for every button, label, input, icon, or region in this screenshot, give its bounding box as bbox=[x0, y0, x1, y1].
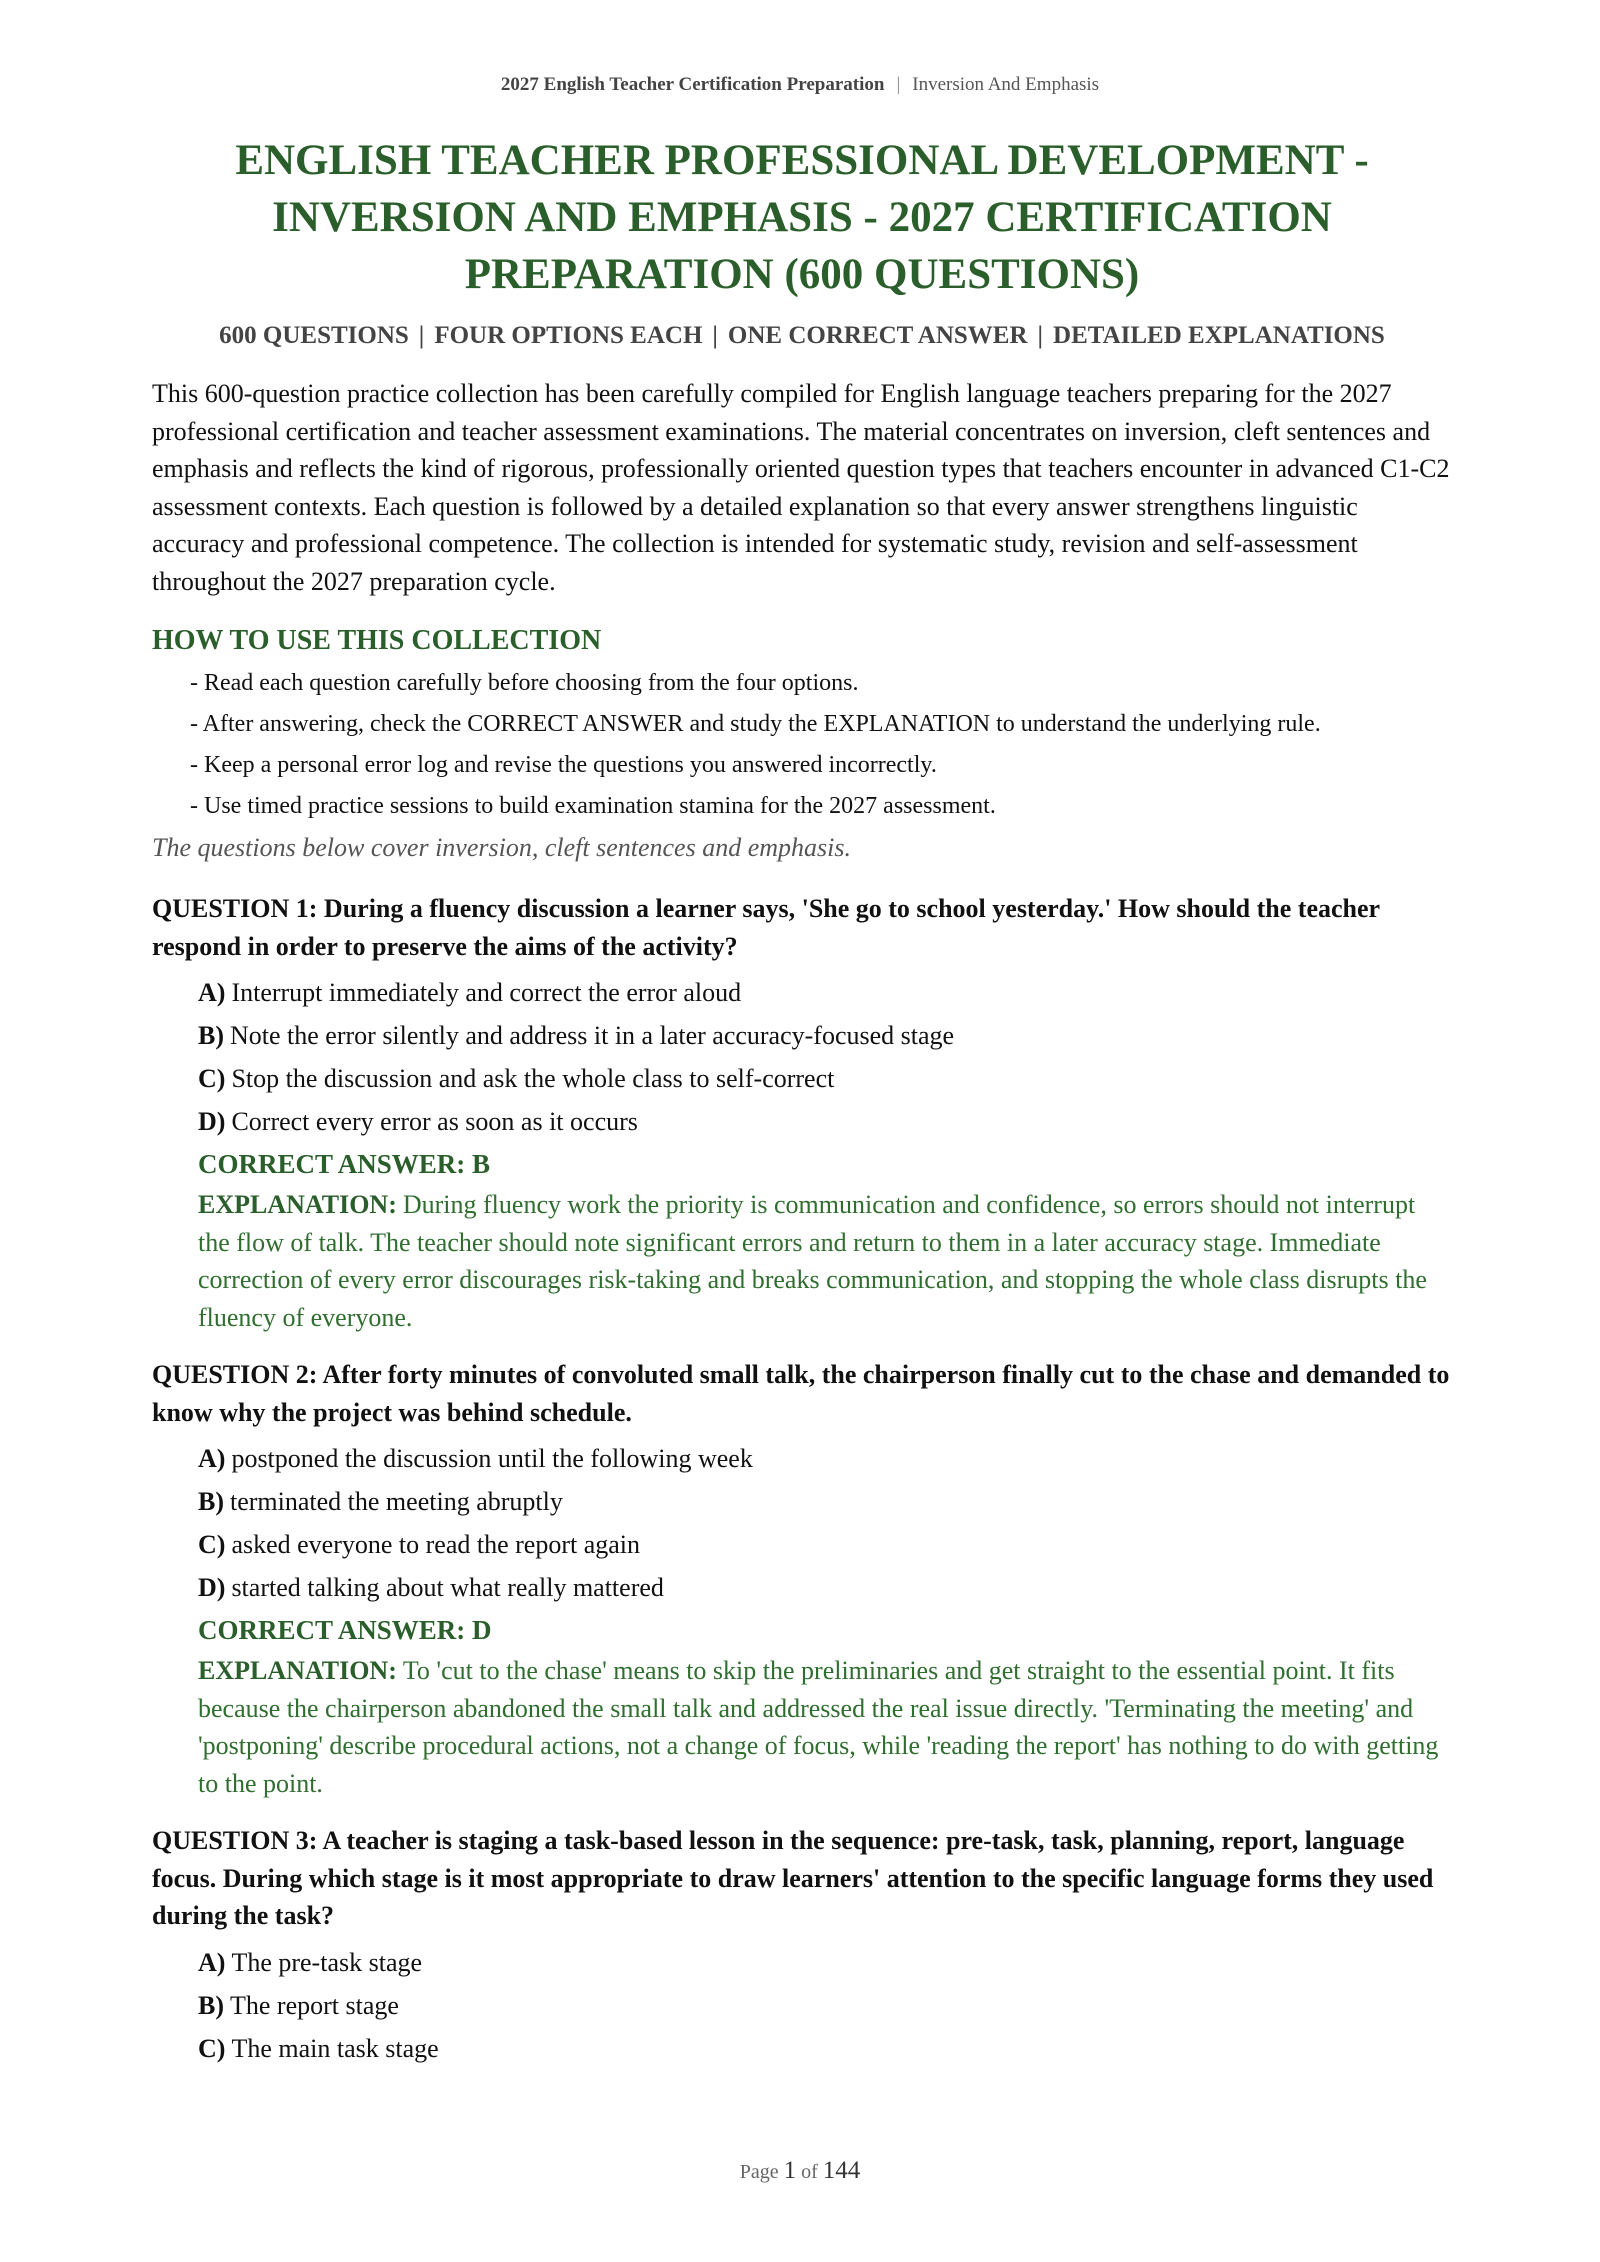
running-header-course: 2027 English Teacher Certification Preparation bbox=[500, 74, 885, 95]
answer-option bbox=[198, 1941, 1452, 1984]
answer-options bbox=[152, 971, 1452, 1143]
option-letter: A) bbox=[198, 1444, 226, 1473]
answer-option bbox=[198, 1523, 1452, 1566]
how-to-use-heading: HOW TO USE THIS COLLECTION bbox=[152, 625, 602, 656]
how-to-use-list bbox=[152, 666, 1452, 824]
option-letter: B) bbox=[198, 1021, 224, 1050]
option-text: asked everyone to read the report again bbox=[231, 1530, 641, 1559]
question-block bbox=[152, 890, 1452, 1336]
subtitle-item: DETAILED EXPLANATIONS bbox=[1053, 322, 1385, 349]
explanation bbox=[152, 1186, 1452, 1336]
running-header-topic: Inversion And Emphasis bbox=[912, 74, 1100, 95]
page-total: 144 bbox=[822, 2157, 861, 2184]
subtitle-line bbox=[152, 319, 1452, 353]
option-text: started talking about what really mattered bbox=[231, 1573, 664, 1602]
correct-answer: CORRECT ANSWER: B bbox=[198, 1149, 491, 1179]
running-header bbox=[0, 74, 1600, 96]
option-text: Stop the discussion and ask the whole class to self-correct bbox=[231, 1064, 835, 1093]
option-letter: D) bbox=[198, 1107, 226, 1136]
answer-option bbox=[198, 1984, 1452, 2027]
coverage-note: The questions below cover inversion, cleft sentences and emphasis. bbox=[152, 833, 851, 862]
option-letter: C) bbox=[198, 1064, 226, 1093]
question-stem: QUESTION 2: After forty minutes of convoluted small talk, the chairperson finally cut to the chase and demanded to know why the project was behind schedule. bbox=[152, 1360, 1450, 1427]
answer-option bbox=[198, 1100, 1452, 1143]
answer-options bbox=[152, 1437, 1452, 1609]
option-letter: A) bbox=[198, 1947, 226, 1977]
question-block bbox=[152, 1356, 1452, 1802]
subtitle-separator: | bbox=[712, 322, 718, 349]
question-stem: QUESTION 3: A teacher is staging a task-based lesson in the sequence: pre-task, task, planning, report, language focus. During which stage is it most appropriate to draw learners' attention to the specific language forms they used during the task? bbox=[152, 1826, 1434, 1930]
running-header-separator: | bbox=[896, 74, 901, 95]
subtitle-separator: | bbox=[418, 322, 425, 349]
option-text: terminated the meeting abruptly bbox=[230, 1487, 563, 1516]
answer-options bbox=[152, 1941, 1452, 2070]
subtitle-item: 600 QUESTIONS bbox=[219, 322, 409, 349]
answer-option bbox=[198, 1014, 1452, 1057]
answer-option bbox=[198, 1566, 1452, 1609]
answer-option bbox=[198, 1480, 1452, 1523]
option-letter: D) bbox=[198, 1573, 226, 1602]
explanation bbox=[152, 1652, 1452, 1802]
option-text: The pre-task stage bbox=[231, 1947, 423, 1977]
page-content bbox=[152, 132, 1452, 2070]
list-item: - After answering, check the CORRECT ANSWER and study the EXPLANATION to understand the underlying rule. bbox=[190, 711, 1321, 737]
explanation-label: EXPLANATION: bbox=[198, 1190, 397, 1219]
option-text: The report stage bbox=[230, 1990, 399, 2020]
option-letter: B) bbox=[198, 1990, 224, 2020]
page-of-label: of bbox=[801, 2161, 818, 2183]
subtitle-item: FOUR OPTIONS EACH bbox=[434, 322, 703, 349]
answer-option bbox=[198, 1057, 1452, 1100]
option-letter: B) bbox=[198, 1487, 224, 1516]
answer-option bbox=[198, 971, 1452, 1014]
option-text: postponed the discussion until the following week bbox=[231, 1444, 753, 1473]
question-block bbox=[152, 1822, 1452, 2070]
option-text: Interrupt immediately and correct the error aloud bbox=[231, 978, 742, 1007]
question-stem: QUESTION 1: During a fluency discussion a learner says, 'She go to school yesterday.' How should the teacher respond in order to preserve the aims of the activity? bbox=[152, 894, 1380, 961]
page-current: 1 bbox=[783, 2157, 797, 2184]
option-letter: A) bbox=[198, 978, 226, 1007]
page-footer bbox=[0, 2157, 1600, 2185]
intro-paragraph: This 600-question practice collection has been carefully compiled for English language teachers preparing for the 2027 professional certification and teacher assessment examinations. The material concentrates on inversion, cleft sentences and emphasis and reflects the kind of rigorous, professionally oriented question types that teachers encounter in advanced C1-C2 assessment contexts. Each question is followed by a detailed explanation so that every answer strengthens linguistic accuracy and professional competence. The collection is intended for systematic study, revision and self-assessment throughout the 2027 preparation cycle. bbox=[152, 379, 1450, 596]
list-item: - Keep a personal error log and revise the questions you answered incorrectly. bbox=[190, 752, 937, 778]
option-text: The main task stage bbox=[231, 2033, 439, 2063]
option-letter: C) bbox=[198, 2033, 226, 2063]
option-letter: C) bbox=[198, 1530, 226, 1559]
explanation-label: EXPLANATION: bbox=[198, 1656, 397, 1685]
option-text: Correct every error as soon as it occurs bbox=[231, 1107, 638, 1136]
option-text: Note the error silently and address it in a later accuracy-focused stage bbox=[230, 1021, 955, 1050]
list-item: - Read each question carefully before choosing from the four options. bbox=[190, 670, 859, 696]
answer-option bbox=[198, 1437, 1452, 1480]
answer-option bbox=[198, 2027, 1452, 2070]
list-item: - Use timed practice sessions to build examination stamina for the 2027 assessment. bbox=[190, 793, 996, 819]
explanation-text: To 'cut to the chase' means to skip the preliminaries and get straight to the essential point. It fits because the chairperson abandoned the small talk and addressed the real issue directly. 'Terminating the meeting' and 'postponing' describe procedural actions, not a change of focus, while 'reading the report' has nothing to do with getting to the point. bbox=[198, 1656, 1439, 1798]
page-title: ENGLISH TEACHER PROFESSIONAL DEVELOPMENT - INVERSION AND EMPHASIS - 2027 CERTIFICATION PREPARATION (600 QUESTIONS) bbox=[235, 137, 1369, 298]
subtitle-separator: | bbox=[1037, 322, 1044, 349]
correct-answer: CORRECT ANSWER: D bbox=[198, 1615, 492, 1645]
page-label: Page bbox=[739, 2161, 779, 2183]
subtitle-item: ONE CORRECT ANSWER bbox=[727, 322, 1028, 349]
explanation-text: During fluency work the priority is communication and confidence, so errors should not interrupt the flow of talk. The teacher should note significant errors and return to them in a later accuracy stage. Immediate correction of every error discourages risk-taking and breaks communication, and stopping the whole class disrupts the fluency of everyone. bbox=[198, 1190, 1427, 1332]
